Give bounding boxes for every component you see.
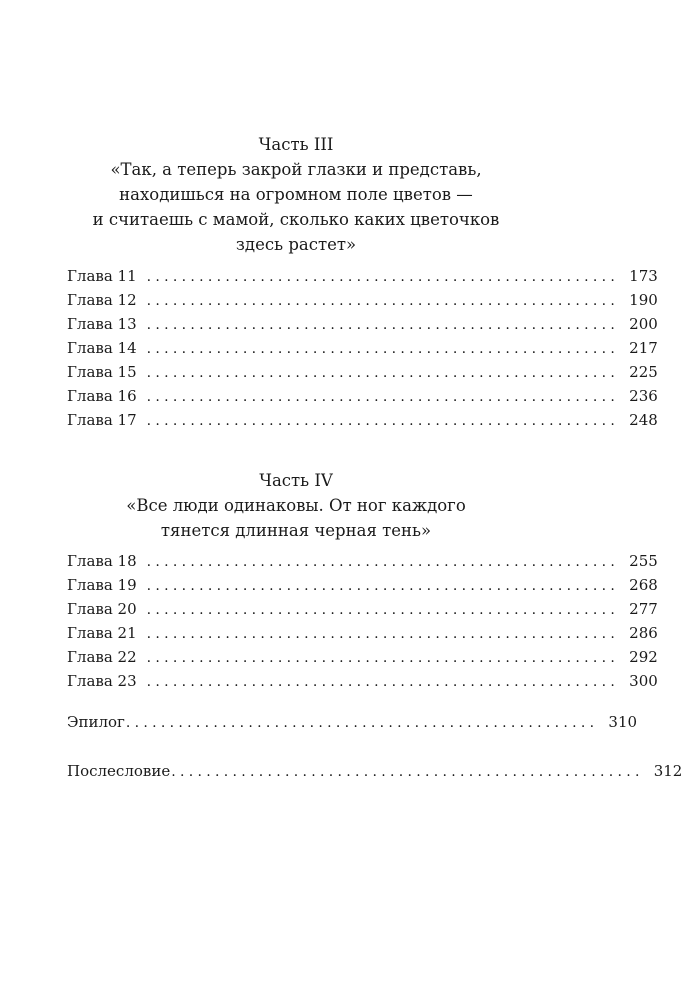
toc-row-chapter-23[interactable] xyxy=(67,669,658,693)
part-4-title: Часть IV xyxy=(259,471,333,490)
toc-row-chapter-16[interactable] xyxy=(67,384,658,408)
toc-page-number: 310 xyxy=(608,713,638,731)
toc-label: Глава 20 xyxy=(67,600,137,618)
toc-row-chapter-17[interactable] xyxy=(67,408,658,432)
toc-label: Глава 23 xyxy=(67,672,137,690)
part-4-chapter-list xyxy=(67,549,658,693)
part-3-epigraph xyxy=(67,157,525,257)
toc-label: Глава 13 xyxy=(67,315,137,333)
epigraph-line: и считаешь с мамой, сколько каких цветочков xyxy=(92,210,500,229)
toc-label: Послесловие xyxy=(67,762,171,780)
epilogue-entry xyxy=(67,710,638,734)
toc-row-chapter-19[interactable] xyxy=(67,573,658,597)
toc-row-chapter-14[interactable] xyxy=(67,336,658,360)
toc-page-number: 173 xyxy=(629,267,658,285)
epigraph-line: здесь растет» xyxy=(235,235,357,254)
dot-leader: ...................................................... xyxy=(146,554,620,570)
dot-leader: ...................................................... xyxy=(146,269,620,285)
toc-row-epilogue[interactable] xyxy=(67,710,638,734)
toc-label: Эпилог xyxy=(67,713,125,731)
toc-row-chapter-20[interactable] xyxy=(67,597,658,621)
dot-leader: ...................................................... xyxy=(146,341,620,357)
toc-page-number: 300 xyxy=(629,672,658,690)
epigraph-line: «Все люди одинаковы. От ног каждого xyxy=(126,496,466,515)
part-4-section xyxy=(67,468,658,693)
toc-label: Глава 22 xyxy=(67,648,137,666)
epigraph-line: тянется длинная черная тень» xyxy=(160,521,432,540)
part-3-chapter-list xyxy=(67,264,658,432)
dot-leader: ...................................................... xyxy=(146,674,620,690)
toc-row-chapter-12[interactable] xyxy=(67,288,658,312)
toc-row-chapter-18[interactable] xyxy=(67,549,658,573)
toc-label: Глава 14 xyxy=(67,339,137,357)
toc-row-chapter-21[interactable] xyxy=(67,621,658,645)
toc-page-number: 292 xyxy=(629,648,658,666)
toc-label: Глава 16 xyxy=(67,387,137,405)
toc-label: Глава 18 xyxy=(67,552,137,570)
part-4-epigraph xyxy=(67,493,525,543)
dot-leader: ...................................................... xyxy=(146,413,620,429)
part-3-title: Часть III xyxy=(258,135,334,154)
dot-leader: ...................................................... xyxy=(171,764,644,780)
dot-leader: ...................................................... xyxy=(146,650,620,666)
toc-label: Глава 11 xyxy=(67,267,137,285)
toc-page-number: 312 xyxy=(653,762,682,780)
dot-leader: ...................................................... xyxy=(146,626,620,642)
toc-row-chapter-13[interactable] xyxy=(67,312,658,336)
dot-leader: ...................................................... xyxy=(146,317,620,333)
toc-page-number: 200 xyxy=(629,315,658,333)
toc-row-chapter-22[interactable] xyxy=(67,645,658,669)
epigraph-line: находишься на огромном поле цветов — xyxy=(119,185,473,204)
toc-label: Глава 19 xyxy=(67,576,137,594)
toc-label: Глава 12 xyxy=(67,291,137,309)
toc-row-afterword[interactable] xyxy=(67,759,682,783)
dot-leader: ...................................................... xyxy=(146,389,620,405)
epigraph-line: «Так, а теперь закрой глазки и представь, xyxy=(110,160,482,179)
toc-label: Глава 21 xyxy=(67,624,137,642)
toc-label: Глава 17 xyxy=(67,411,137,429)
part-3-section xyxy=(67,132,658,432)
toc-row-chapter-15[interactable] xyxy=(67,360,658,384)
toc-page-number: 190 xyxy=(629,291,658,309)
dot-leader: ...................................................... xyxy=(146,365,620,381)
dot-leader: ...................................................... xyxy=(146,293,620,309)
dot-leader: ...................................................... xyxy=(146,578,620,594)
afterword-entry xyxy=(67,759,682,783)
toc-page-number: 236 xyxy=(629,387,658,405)
toc-page-number: 268 xyxy=(629,576,658,594)
toc-page-number: 225 xyxy=(629,363,658,381)
toc-page-number: 248 xyxy=(629,411,658,429)
toc-page-number: 217 xyxy=(629,339,658,357)
toc-page-number: 286 xyxy=(629,624,658,642)
toc-row-chapter-11[interactable] xyxy=(67,264,658,288)
dot-leader: ...................................................... xyxy=(146,602,620,618)
toc-label: Глава 15 xyxy=(67,363,137,381)
toc-page-number: 277 xyxy=(629,600,658,618)
toc-page-number: 255 xyxy=(629,552,658,570)
dot-leader: ...................................................... xyxy=(125,715,599,731)
